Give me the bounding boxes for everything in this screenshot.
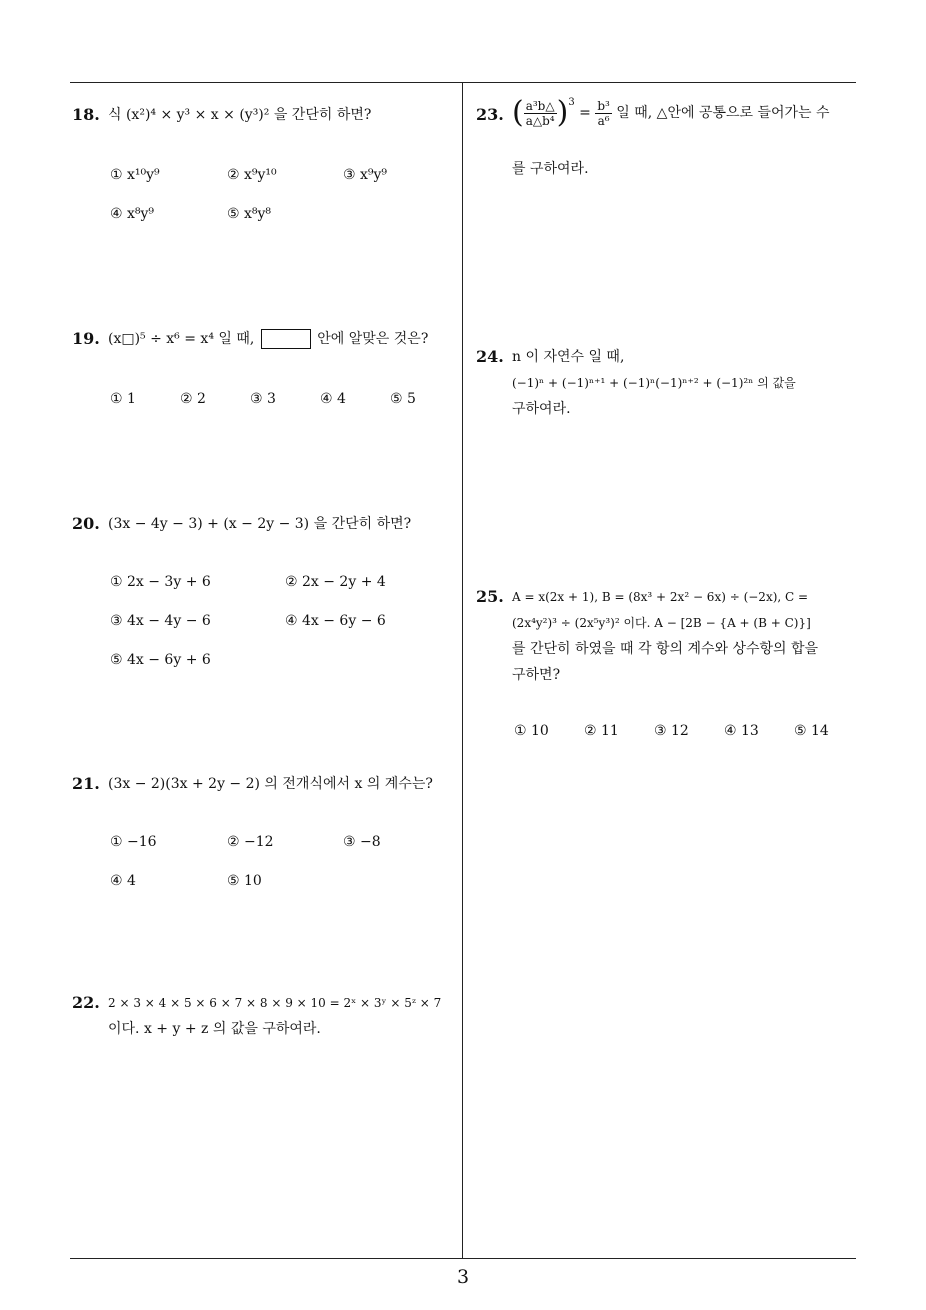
question-text: 식 (x²)⁴ × y³ × x × (y³)² 을 간단히 하면? — [108, 107, 372, 123]
page-number: 3 — [456, 1266, 470, 1288]
option-2[interactable]: ② x⁹y¹⁰ — [227, 167, 277, 183]
question-text-line4: 구하면? — [512, 667, 561, 683]
question-24 — [476, 346, 861, 426]
option-1[interactable]: ① 1 — [110, 391, 136, 407]
question-number: 18. — [72, 105, 100, 124]
outer-exponent: 3 — [568, 97, 575, 108]
option-1[interactable]: ① 10 — [514, 723, 549, 739]
question-text-line2: (−1)ⁿ + (−1)ⁿ⁺¹ + (−1)ⁿ(−1)ⁿ⁺² + (−1)²ⁿ 의 값을 — [512, 376, 796, 390]
question-number: 22. — [72, 993, 100, 1012]
option-1[interactable]: ① 2x − 3y + 6 — [110, 574, 211, 590]
question-text-line3: 구하여라. — [512, 401, 571, 417]
option-3[interactable]: ③ x⁹y⁹ — [343, 167, 388, 183]
question-number: 24. — [476, 347, 504, 366]
question-text-line1: 일 때, △안에 공통으로 들어가는 수 — [616, 105, 830, 121]
question-text-line1: A = x(2x + 1), B = (8x³ + 2x² − 6x) ÷ (−2x), C = — [512, 590, 809, 604]
option-2[interactable]: ② 11 — [584, 723, 619, 739]
option-4[interactable]: ④ 4 — [110, 873, 136, 889]
lhs-fraction — [524, 99, 557, 128]
question-22 — [72, 992, 457, 1052]
question-number: 21. — [72, 774, 100, 793]
lhs-denominator: a△b⁴ — [525, 113, 555, 128]
question-text: (3x − 2)(3x + 2y − 2) 의 전개식에서 x 의 계수는? — [108, 776, 433, 792]
equals-sign: = — [579, 105, 591, 121]
question-text-line2: 이다. x + y + z 의 값을 구하여라. — [108, 1021, 321, 1037]
question-text — [108, 328, 428, 350]
option-5[interactable]: ⑤ 10 — [227, 873, 262, 889]
top-rule — [70, 82, 856, 83]
option-5[interactable]: ⑤ 4x − 6y + 6 — [110, 652, 211, 668]
rhs-fraction — [595, 99, 612, 128]
option-3[interactable]: ③ −8 — [343, 834, 381, 850]
question-text-line3: 를 간단히 하였을 때 각 항의 계수와 상수항의 합을 — [512, 641, 819, 657]
question-text-line1: n 이 자연수 일 때, — [512, 349, 625, 365]
left-paren: ( — [512, 95, 524, 130]
question-number: 19. — [72, 329, 100, 348]
question-21 — [72, 773, 452, 893]
option-4[interactable]: ④ 4x − 6y − 6 — [285, 613, 386, 629]
option-4[interactable]: ④ 13 — [724, 723, 759, 739]
question-number: 20. — [72, 514, 100, 533]
question-25 — [476, 586, 861, 746]
question-text-line2: 를 구하여라. — [512, 161, 589, 177]
lhs-numerator: a³b△ — [525, 98, 555, 113]
right-paren: ) — [556, 95, 569, 130]
question-text-line2: (2x⁴y²)³ ÷ (2x⁵y³)² 이다. A − [2B − {A + (B + C)}] — [512, 616, 811, 630]
question-20 — [72, 513, 452, 673]
option-3[interactable]: ③ 4x − 4y − 6 — [110, 613, 211, 629]
question-18 — [72, 104, 452, 234]
option-2[interactable]: ② 2 — [180, 391, 206, 407]
option-2[interactable]: ② 2x − 2y + 4 — [285, 574, 386, 590]
rhs-denominator: a⁶ — [597, 113, 610, 128]
option-4[interactable]: ④ x⁸y⁹ — [110, 206, 155, 222]
question-text-before: (x□)⁵ ÷ x⁶ = x⁴ 일 때, — [108, 331, 255, 347]
option-3[interactable]: ③ 3 — [250, 391, 276, 407]
question-number: 25. — [476, 587, 504, 606]
question-text-line1: 2 × 3 × 4 × 5 × 6 × 7 × 8 × 9 × 10 = 2ˣ × 3ʸ × 5ᶻ × 7 — [108, 996, 442, 1010]
question-23 — [476, 95, 861, 184]
option-4[interactable]: ④ 4 — [320, 391, 346, 407]
question-formula — [512, 95, 830, 130]
option-5[interactable]: ⑤ x⁸y⁸ — [227, 206, 272, 222]
option-3[interactable]: ③ 12 — [654, 723, 689, 739]
option-1[interactable]: ① −16 — [110, 834, 157, 850]
question-text: (3x − 4y − 3) + (x − 2y − 3) 을 간단히 하면? — [108, 516, 412, 532]
option-1[interactable]: ① x¹⁰y⁹ — [110, 167, 160, 183]
question-19 — [72, 328, 452, 418]
question-text-after: 안에 알맞은 것은? — [317, 331, 429, 347]
option-2[interactable]: ② −12 — [227, 834, 274, 850]
rhs-numerator: b³ — [597, 98, 610, 113]
question-number: 23. — [476, 105, 504, 124]
bottom-rule — [70, 1258, 856, 1259]
option-5[interactable]: ⑤ 5 — [390, 391, 416, 407]
answer-blank-box — [261, 329, 311, 349]
column-divider — [462, 82, 463, 1258]
option-5[interactable]: ⑤ 14 — [794, 723, 829, 739]
